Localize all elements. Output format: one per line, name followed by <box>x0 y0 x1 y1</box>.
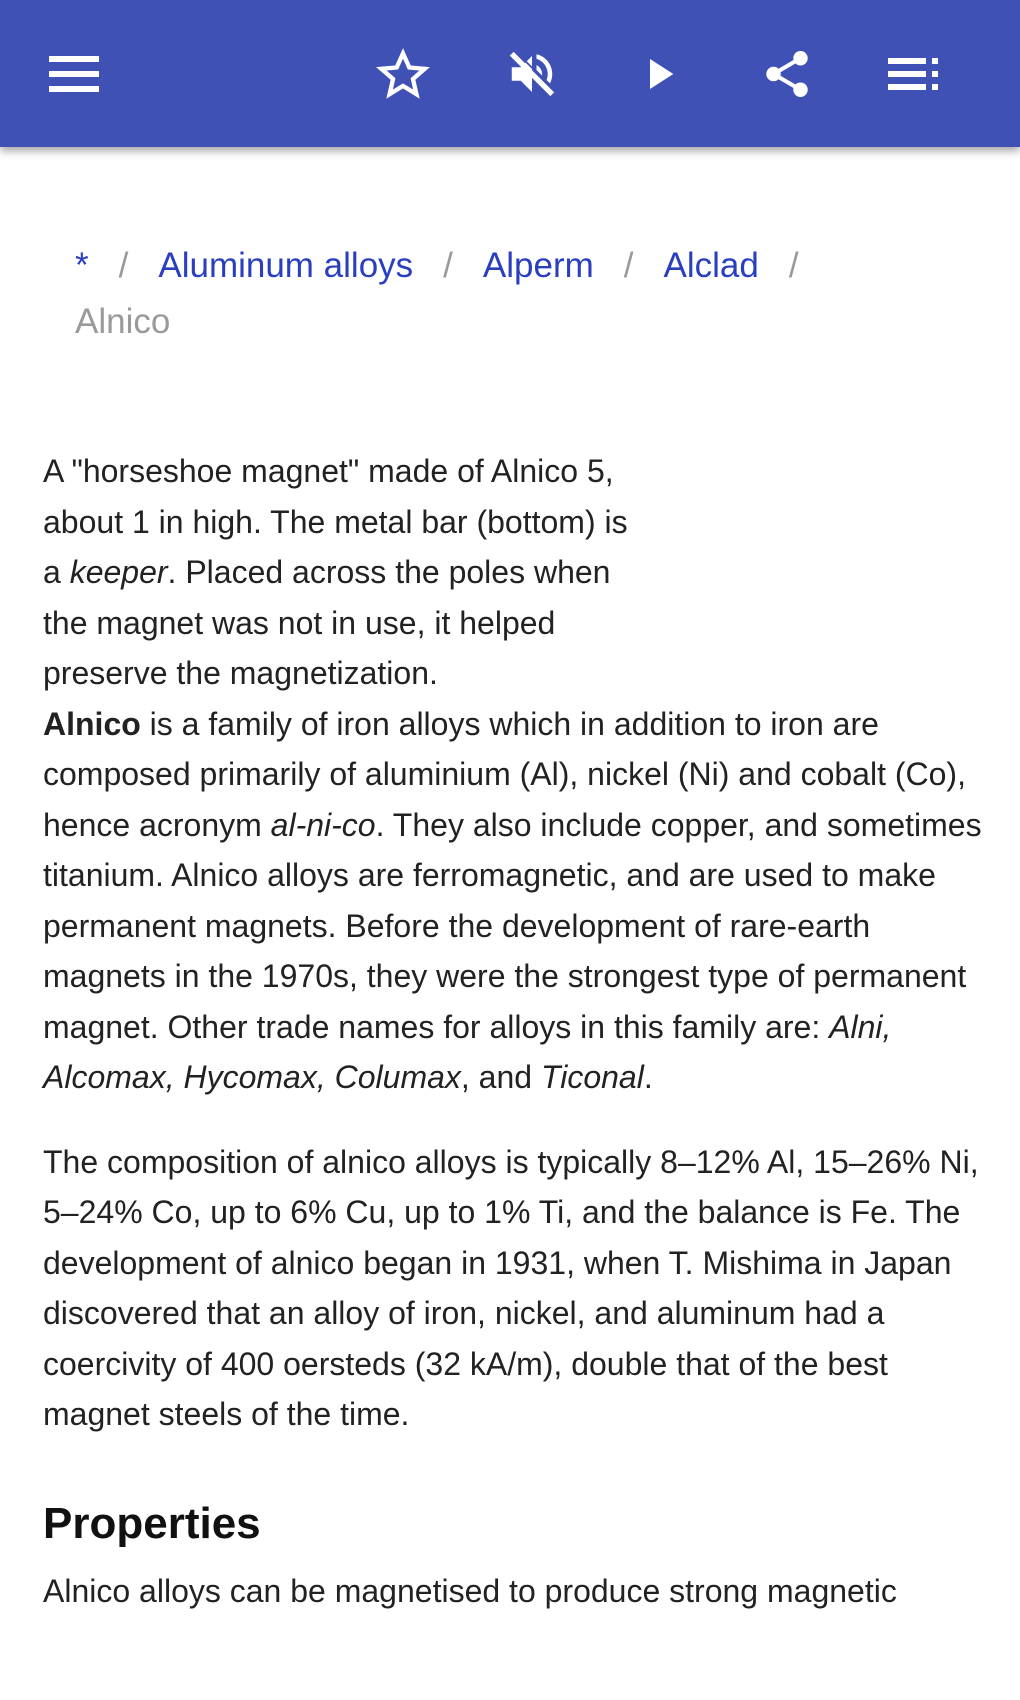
menu-button[interactable] <box>40 40 108 108</box>
caption-text: A "horseshoe magnet" made of Alnico 5, about 1 in high. The metal bar (bottom) is a <box>43 453 628 590</box>
article-term: Alnico <box>43 705 141 742</box>
breadcrumb-separator: / <box>443 246 453 285</box>
app-bar <box>0 0 1020 147</box>
intro-paragraph <box>43 699 983 1103</box>
contents-button[interactable] <box>880 40 948 108</box>
section-heading-properties: Properties <box>43 1498 261 1548</box>
menu-icon <box>49 56 99 92</box>
image-caption <box>43 446 643 699</box>
paragraph-italic: Ticonal <box>540 1059 644 1095</box>
paragraph-italic: al-ni-co <box>270 806 376 843</box>
breadcrumb-alclad[interactable]: Alclad <box>663 246 759 285</box>
article-body <box>43 446 983 1616</box>
breadcrumb-current: Alnico <box>75 302 171 341</box>
caption-italic: keeper <box>69 554 168 590</box>
breadcrumb-separator: / <box>118 246 129 285</box>
breadcrumb <box>75 238 975 350</box>
star-icon <box>376 48 430 100</box>
play-icon <box>640 54 680 94</box>
caption-text: . Placed across the poles when the magnet was not in use, it helped preserve the magnetization. <box>43 554 611 691</box>
paragraph-text: . <box>643 1059 653 1095</box>
bookmark-button[interactable] <box>369 40 437 108</box>
breadcrumb-home[interactable]: * <box>75 246 89 285</box>
breadcrumb-aluminum-alloys[interactable]: Aluminum alloys <box>158 246 414 285</box>
paragraph-text: is a family of iron alloys which in addition to iron are composed primarily of aluminium (Al), nickel (Ni) and cobalt (Co), hence acronym <box>43 705 966 843</box>
share-icon <box>760 45 814 103</box>
share-button[interactable] <box>753 40 821 108</box>
composition-paragraph: The composition of alnico alloys is typically 8–12% Al, 15–26% Ni, 5–24% Co, up to 6% Cu, up to 1% Ti, and the balance is Fe. The development of alnico began in 1931, when T. Mishima in Japan discovered that an alloy of iron, nickel, and aluminum had a coercivity of 400 oersteds (32 kA/m), double that of the best magnet steels of the time. <box>43 1143 979 1432</box>
playlist-icon <box>888 57 940 91</box>
play-button[interactable] <box>626 40 694 108</box>
properties-paragraph: Alnico alloys can be magnetised to produce strong magnetic <box>43 1572 897 1609</box>
breadcrumb-alperm[interactable]: Alperm <box>482 246 594 285</box>
paragraph-italic: Alni, Alcomax, Hycomax, Columax <box>43 1008 892 1095</box>
breadcrumb-separator: / <box>623 246 634 285</box>
paragraph-text: . They also include copper, and sometimes titanium. Alnico alloys are ferromagnetic, and are used to make permanent magnets. Before the development of rare-earth magnets in the 1970s, they were the strongest type of permanent magnet. Other trade names for alloys in this family are: <box>43 806 982 1045</box>
paragraph-gap <box>43 1103 983 1137</box>
mute-button[interactable] <box>498 40 566 108</box>
volume-off-icon <box>505 47 559 101</box>
breadcrumb-separator: / <box>788 246 799 285</box>
paragraph-text: , and <box>460 1059 541 1095</box>
